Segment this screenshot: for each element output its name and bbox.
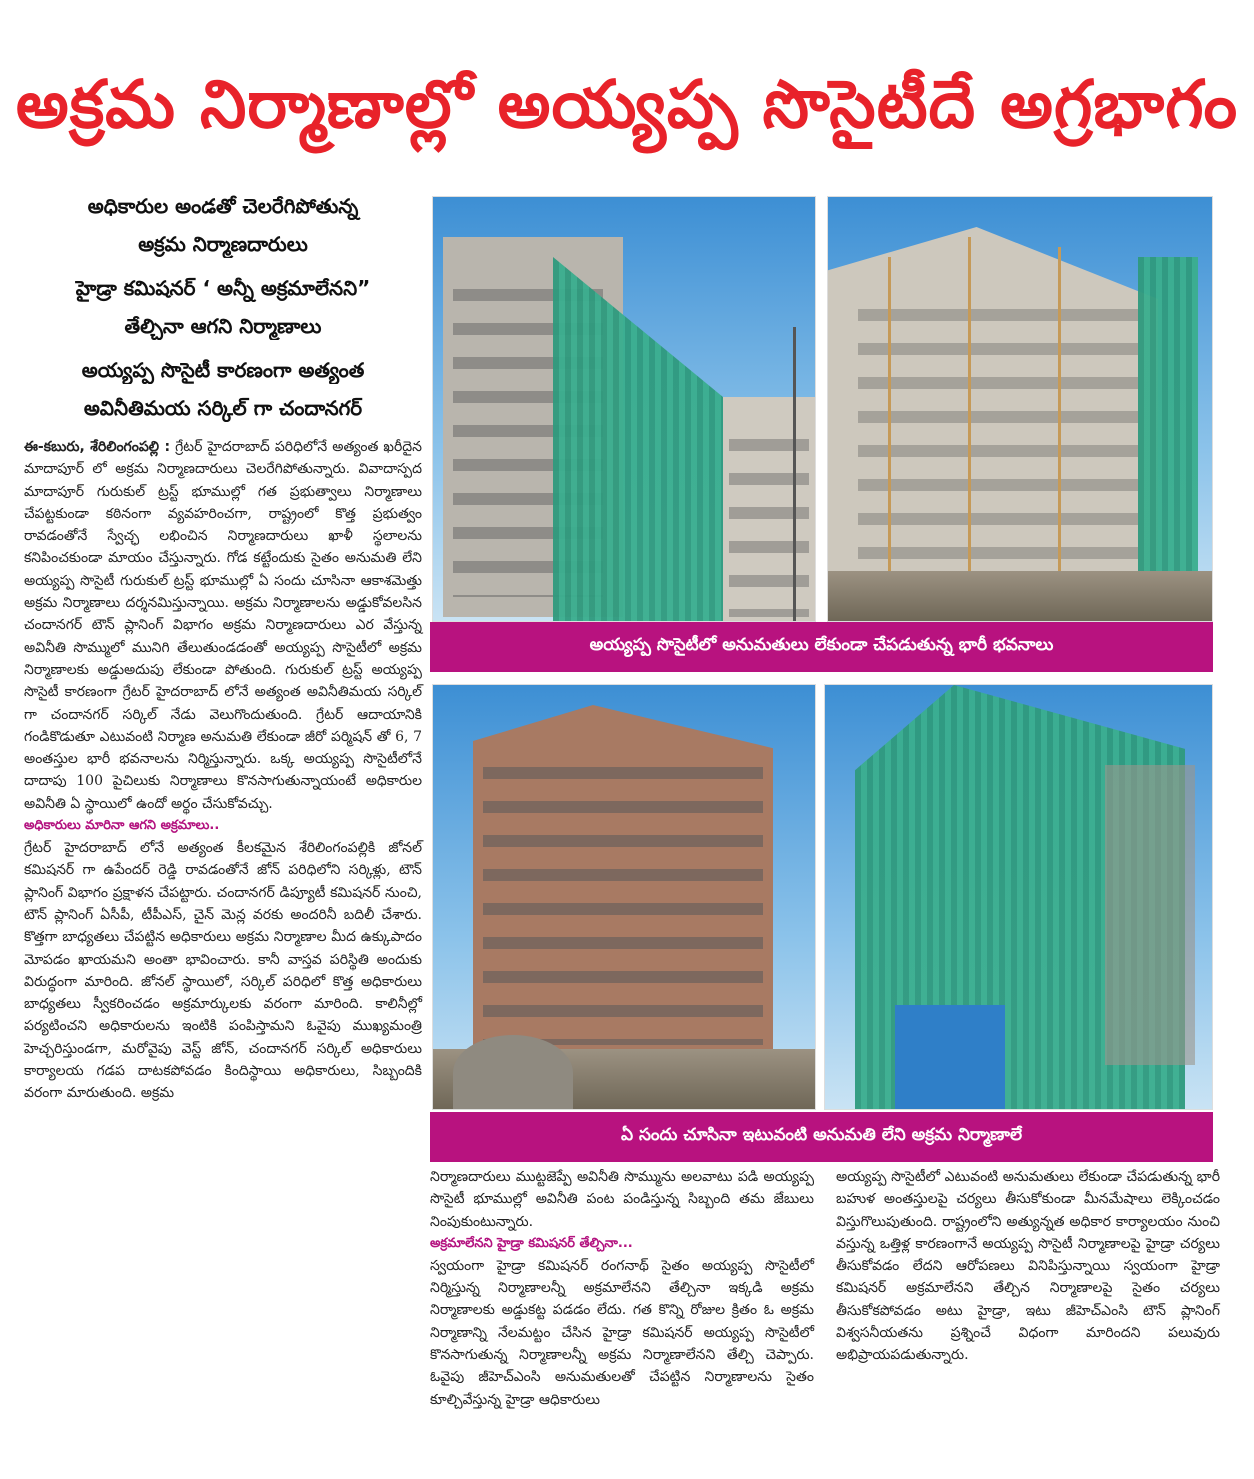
photo-building-3 bbox=[432, 684, 816, 1110]
subhead-2: అక్రమ నిర్మాణదారులు bbox=[24, 230, 422, 258]
photo-building-1 bbox=[432, 196, 816, 622]
article-paragraph-1: ఈ-కబురు, శేరిలింగంపల్లి : గ్రేటర్ హైదరాబాద్ పరిధిలోనే అత్యంత ఖరీదైన మాదాపూర్ లో అక్రమ నిర్మాణదారులు చెలరేగిపోతున్నారు. వివాదాస్పద మాదాపూర్ గురుకుల్ ట్రస్ట్ భూముల్లో గత ప్రభుత్వాలు నిర్మాణాలు చేపట్టకుండా కఠినంగా వ్యవహరించగా, రాష్ట్రంలో కొత్త ప్రభుత్వం రావడంతోనే స్వేచ్ఛ లభించిన నిర్మాణదారులు ఖాళీ స్థలాలను కనిపించకుండా మాయం చేస్తున్నారు. గోడ కట్టేందుకు సైతం అనుమతి లేని అయ్యప్ప సొసైటీ గురుకుల్ ట్రస్ట్ భూముల్లో ఏ సందు చూసినా ఆకాశమెత్తు అక్రమ నిర్మాణాలు దర్శనమిస్తున్నాయి. అక్రమ నిర్మాణాలను అడ్డుకోవలసిన చందానగర్ టౌన్ ప్లానింగ్ విభాగం అక్రమ నిర్మాణదారులు ఎర వేస్తున్న అవినీతి సొమ్ములో మునిగి తేలుతుండడంతో అయ్యప్ప సొసైటీలో అక్రమ నిర్మాణాలకు అడ్డుఅదుపు లేకుండా పోతుంది. గురుకుల్ ట్రస్ట్ అయ్యప్ప సొసైటీ కారణంగా గ్రేటర్ హైదరాబాద్ లోనే అత్యంత అవినీతిమయ సర్కిల్ గా చందానగర్ సర్కిల్ నేడు వెలుగొందుతుంది. గ్రేటర్ ఆదాయానికి గండికొడుతూ ఎటువంటి నిర్మాణ అనుమతి లేకుండా జీరో పర్మిషన్ తో 6, 7 అంతస్తుల భారీ భవనాలను నిర్మిస్తున్నారు. ఒక్క అయ్యప్ప సొసైటీలోనే దాదాపు 100 పైచిలుకు నిర్మాణాలు కొనసాగుతున్నాయంటే అధికారుల అవినీతి ఏ స్థాయిలో ఉందో అర్థం చేసుకోవచ్చు. bbox=[24, 439, 422, 812]
photo-building-2 bbox=[827, 196, 1213, 622]
subhead-5: అయ్యప్ప సొసైటీ కారణంగా అత్యంత bbox=[81, 358, 365, 382]
left-column bbox=[24, 192, 422, 1105]
column-2-paragraph-1: నిర్మాణదారులు ముట్టజెప్పే అవినీతి సొమ్మును అలవాటు పడి అయ్యప్ప సొసైటీ భూముల్లో అవినీతి పంట పండిస్తున్న సిబ్బంది తమ జేబులు నింపుకుంటున్నారు. bbox=[430, 1169, 814, 1230]
column-2 bbox=[430, 1166, 814, 1411]
article-paragraph-2: గ్రేటర్ హైదరాబాద్ లోనే అత్యంత కీలకమైన శేరిలింగంపల్లికి జోనల్ కమిషనర్ గా ఉపేందర్ రెడ్డి రావడంతోనే జోన్ పరిధిలోని సర్కిళ్లు, టౌన్ ప్లానింగ్ విభాగం ప్రక్షాళన చేపట్టారు. చందానగర్ డిప్యూటీ కమిషనర్ నుంచి, టౌన్ ప్లానింగ్ ఏసీపీ, టీపీఎస్, చైన్ మెన్ల వరకు అందరినీ బదిలీ చేశారు. కొత్తగా బాధ్యతలు చేపట్టిన అధికారులు అక్రమ నిర్మాణాల మీద ఉక్కుపాదం మోపడం ఖాయమని అంతా భావించారు. కానీ వాస్తవ పరిస్థితి అందుకు విరుద్ధంగా మారింది. జోనల్ స్థాయిలో, సర్కిల్ పరిధిలో కొత్త అధికారులు బాధ్యతలు స్వీకరించడం అక్రమార్కులకు వరంగా మారింది. కాలినీల్లో పర్యటించని అధికారులను ఇంటికి పంపిస్తామని ఓవైపు ముఖ్యమంత్రి హెచ్చరిస్తుండగా, మరోవైపు వెస్ట్ జోన్, చందానగర్ సర్కిల్ అధికారులు కార్యాలయ గడప దాటకపోవడం కిందిస్థాయి అధికారులు, సిబ్బందికి వరంగా మారుతుంది. అక్రమ bbox=[24, 840, 422, 1102]
dateline: ఈ-కబురు, శేరిలింగంపల్లి : bbox=[24, 439, 171, 455]
subhead-6: అవినీతిమయ సర్కిల్ గా చందానగర్ bbox=[83, 396, 363, 420]
subhead-3: హైడ్రా కమిషనర్ ‘ అన్నీ అక్రమాలేనని” bbox=[75, 276, 371, 300]
subhead-1: అధికారుల అండతో చెలరేగిపోతున్న bbox=[87, 194, 359, 218]
column-3-paragraph: అయ్యప్ప సొసైటీలో ఎటువంటి అనుమతులు లేకుండా చేపడుతున్న భారీ బహుళ అంతస్తులపై చర్యలు తీసుకోకుండా మీనమేషాలు లెక్కించడం విస్తుగొలుపుతుంది. రాష్ట్రంలోని అత్యున్నత అధికార కార్యాలయం నుంచి వస్తున్న ఒత్తిళ్ల కారణంగానే అయ్యప్ప సొసైటీ నిర్మాణాలపై హైడ్రా చర్యలు తీసుకోవడం లేదని ఆరోపణలు వినిపిస్తున్నాయి స్వయంగా హైడ్రా కమిషనర్ అక్రమాలేనని తేల్చిన నిర్మాణాలపై సైతం చర్యలు తీసుకోకపోవడం అటు హైడ్రా, ఇటు జీహెచ్ఎంసి టౌన్ ప్లానింగ్ విశ్వసనీయతను ప్రశ్నించే విధంగా మారిందని పలువురు అభిప్రాయపడుతున్నారు. bbox=[836, 1169, 1220, 1364]
kicker-2: అక్రమాలేనని హైడ్రా కమిషనర్ తేల్చినా... bbox=[430, 1235, 633, 1251]
photo-caption-2: ఏ సందు చూసినా ఇటువంటి అనుమతి లేని అక్రమ నిర్మాణాలే bbox=[430, 1112, 1213, 1162]
headline: అక్రమ నిర్మాణాల్లో అయ్యప్ప సొసైటీదే అగ్రభాగం bbox=[15, 66, 1239, 143]
column-2-paragraph-2: స్వయంగా హైడ్రా కమిషనర్ రంగనాథ్ సైతం అయ్యప్ప సొసైటీలో నిర్మిస్తున్న నిర్మాణాలన్నీ అక్రమాలేనని తేల్చినా ఇక్కడి అక్రమ నిర్మాణాలకు అడ్డుకట్ట పడడం లేదు. గత కొన్ని రోజుల క్రితం ఓ అక్రమ నిర్మాణాన్ని నేలమట్టం చేసిన హైడ్రా కమిషనర్ అయ్యప్ప సొసైటీలో కొనసాగుతున్న నిర్మాణాలన్నీ అక్రమ నిర్మాణాలేనని తేల్చి చెప్పారు. ఓవైపు జీహెచ్ఎంసి అనుమతులతో చేపట్టిన నిర్మాణాలను సైతం కూల్చివేస్తున్న హైడ్రా ఆధికారులు bbox=[430, 1257, 814, 1408]
column-3 bbox=[836, 1166, 1220, 1367]
photo-caption-1: అయ్యప్ప సొసైటీలో అనుమతులు లేకుండా చేపడుతున్న భారీ భవనాలు bbox=[430, 622, 1213, 672]
subhead-4: తేల్చినా ఆగని నిర్మాణాలు bbox=[24, 312, 422, 340]
kicker-1: అధికారులు మారినా ఆగని అక్రమాలు.. bbox=[24, 818, 220, 834]
photo-building-4 bbox=[824, 684, 1213, 1110]
